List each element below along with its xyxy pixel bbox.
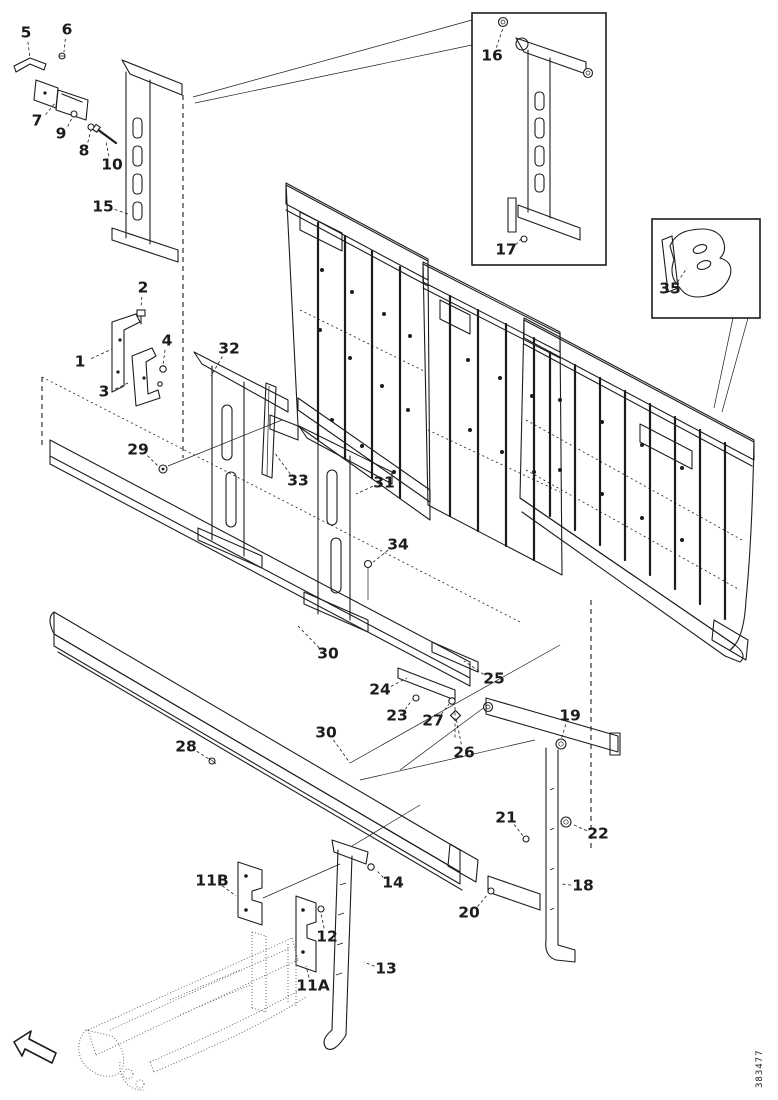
callout-label-17: 17: [495, 240, 517, 259]
callout-leader-18: [562, 884, 571, 885]
panel-rivets: [318, 268, 412, 474]
callout-label-15: 15: [92, 197, 114, 216]
chassis-frame-context: [79, 932, 306, 1090]
callout-label-8: 8: [78, 141, 90, 160]
callout-label-25: 25: [483, 669, 505, 688]
callout-leader-9: [68, 116, 73, 127]
callout-leader-6: [64, 39, 65, 52]
callout-label-6: 6: [61, 20, 73, 39]
callout-label-30: 30: [315, 723, 337, 742]
callout-label-27: 27: [422, 711, 444, 730]
callout-leader-12: [321, 913, 324, 928]
callout-label-35: 35: [659, 279, 681, 298]
callout-label-30: 30: [317, 644, 339, 663]
callout-label-10: 10: [101, 155, 123, 174]
panel-rivets: [466, 358, 536, 474]
callout-label-5: 5: [20, 23, 32, 42]
callout-leader-2: [141, 297, 142, 308]
callout-label-12: 12: [316, 927, 338, 946]
callout-label-21: 21: [495, 808, 517, 827]
callout-label-2: 2: [137, 278, 149, 297]
callout-label-1: 1: [74, 352, 86, 371]
side-rail-30-upper: [50, 440, 470, 686]
callout-label-11B: 11B: [195, 871, 229, 890]
callout-label-19: 19: [559, 706, 581, 725]
callout-leader-32: [211, 356, 222, 376]
callout-label-26: 26: [453, 743, 475, 762]
callout-leader-22: [572, 824, 587, 831]
callout-label-4: 4: [161, 331, 173, 350]
callout-label-34: 34: [387, 535, 409, 554]
figure-id-text: 383477: [755, 1049, 765, 1088]
callout-label-23: 23: [386, 706, 408, 725]
callout-label-9: 9: [55, 124, 67, 143]
callout-label-14: 14: [382, 873, 404, 892]
callout-label-31: 31: [373, 473, 395, 492]
detail-box-35: [652, 219, 760, 318]
callout-label-29: 29: [127, 440, 149, 459]
bracket-11B: [238, 862, 262, 925]
callout-label-33: 33: [287, 471, 309, 490]
stake-rod-33: [262, 383, 276, 478]
callout-leader-1: [91, 349, 112, 359]
callout-leader-10: [106, 142, 109, 156]
side-rail-30-lower: [50, 612, 478, 890]
callout-label-20: 20: [458, 903, 480, 922]
callout-leader-28: [197, 751, 209, 759]
callout-leader-29: [147, 456, 158, 466]
callout-label-13: 13: [375, 959, 397, 978]
mounting-brackets-1-to-4: [112, 310, 166, 406]
callout-label-28: 28: [175, 737, 197, 756]
callout-leader-30: [298, 626, 319, 648]
callout-leader-34: [372, 550, 388, 563]
bracket-11A: [296, 896, 316, 972]
callout-leader-4: [163, 350, 165, 365]
callout-label-11A: 11A: [296, 976, 330, 995]
callout-leader-30: [333, 740, 350, 763]
callout-leader-19: [561, 724, 566, 740]
callout-label-32: 32: [218, 339, 240, 358]
callout-leader-7: [45, 102, 56, 115]
callout-leader-26: [456, 718, 461, 744]
callout-leader-3: [115, 383, 128, 389]
callout-label-18: 18: [572, 876, 594, 895]
callout-leader-13: [364, 962, 375, 966]
callout-label-3: 3: [98, 382, 110, 401]
callout-leader-5: [28, 42, 30, 58]
callout-label-16: 16: [481, 46, 503, 65]
callout-leader-31: [356, 486, 373, 494]
side-panel-middle: [423, 262, 562, 575]
direction-arrow-icon: [14, 1031, 56, 1063]
callout-leader-24: [391, 678, 407, 686]
callout-label-24: 24: [369, 680, 391, 699]
callout-label-7: 7: [31, 111, 43, 130]
callout-label-22: 22: [587, 824, 609, 843]
stake-pillar-32: [194, 352, 288, 568]
detail-projection-lines: [193, 20, 748, 412]
